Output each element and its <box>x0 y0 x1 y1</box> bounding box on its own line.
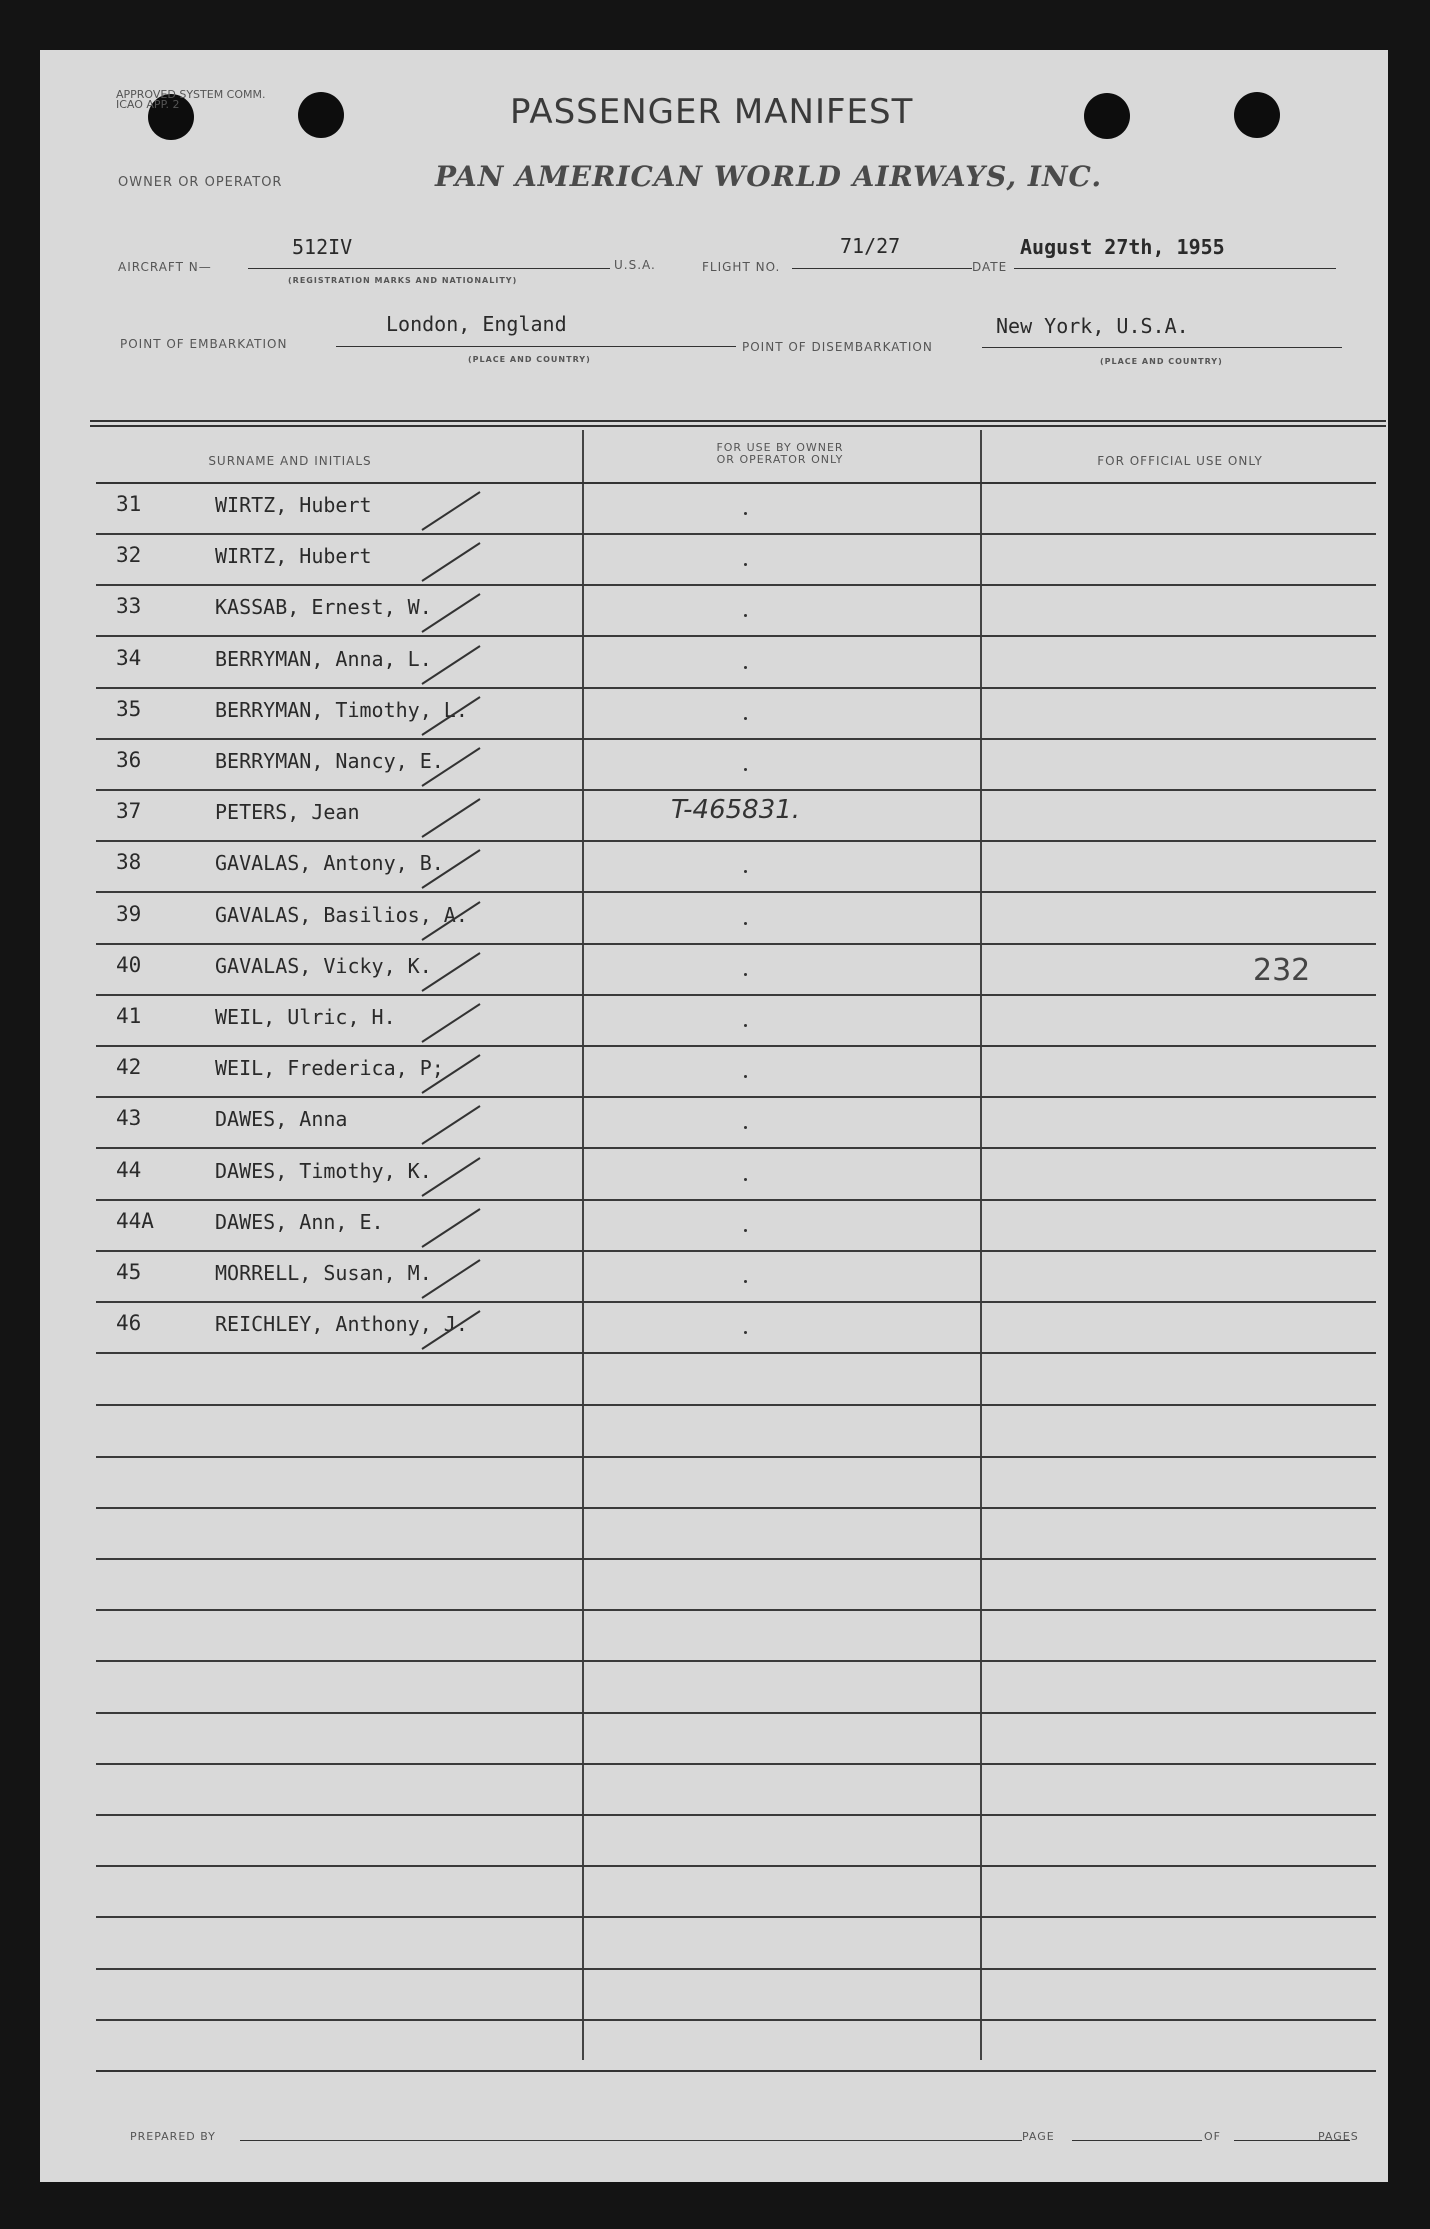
passenger-number: 40 <box>116 952 142 977</box>
prepared-by-label: PREPARED BY <box>130 2130 216 2143</box>
page-underline <box>1072 2140 1202 2141</box>
passenger-number: 31 <box>116 492 142 516</box>
passenger-name: WEIL, Frederica, P; <box>215 1056 444 1081</box>
check-mark-icon <box>416 642 486 688</box>
passenger-name: DAWES, Ann, E. <box>215 1209 384 1234</box>
passenger-name: PETERS, Jean <box>215 800 360 825</box>
passenger-row <box>96 894 1376 945</box>
passenger-name: DAWES, Anna <box>215 1107 348 1132</box>
passenger-number: 38 <box>116 850 142 875</box>
owner-use-column-header <box>640 442 920 466</box>
flight-underline <box>792 268 972 269</box>
of-label: OF <box>1204 2130 1221 2143</box>
page-label: PAGE <box>1022 2130 1055 2143</box>
check-mark-icon <box>416 488 486 534</box>
disembarkation-label: POINT OF DISEMBARKATION <box>742 340 933 354</box>
official-column-header: FOR OFFICIAL USE ONLY <box>1097 454 1263 468</box>
usa-label: U.S.A. <box>614 258 656 272</box>
passenger-row <box>96 1303 1376 1354</box>
owner-label: OWNER OR OPERATOR <box>118 175 283 190</box>
passenger-number: 36 <box>116 748 142 772</box>
passenger-name: BERRYMAN, Anna, L. <box>215 646 432 671</box>
passenger-name: BERRYMAN, Nancy, E. <box>215 749 444 773</box>
check-mark-icon <box>416 846 486 892</box>
aircraft-label: AIRCRAFT N— <box>118 260 212 274</box>
embarkation-caption: (PLACE AND COUNTRY) <box>468 355 591 364</box>
owner-use-header-line1: FOR USE BY OWNER <box>716 441 844 454</box>
flight-value: 71/27 <box>840 234 901 258</box>
check-mark-icon <box>416 590 486 636</box>
pencil-mark <box>744 870 747 873</box>
passenger-row <box>96 1047 1376 1098</box>
aircraft-underline <box>248 268 610 269</box>
owner-note: T-465831. <box>671 795 801 826</box>
passenger-row <box>96 842 1376 893</box>
check-mark-icon <box>416 1307 486 1353</box>
passenger-name: GAVALAS, Vicky, K. <box>215 953 432 978</box>
passenger-name: WIRTZ, Hubert <box>215 544 372 569</box>
punch-hole <box>1084 93 1130 139</box>
passenger-row <box>96 535 1376 586</box>
pencil-mark <box>744 1280 747 1283</box>
pencil-mark <box>744 1024 747 1027</box>
passenger-row <box>96 740 1376 791</box>
empty-row-rule <box>96 1507 1376 1509</box>
passenger-name: GAVALAS, Antony, B. <box>215 851 444 876</box>
pencil-mark <box>744 666 747 669</box>
check-mark-icon <box>416 539 486 585</box>
disembarkation-caption: (PLACE AND COUNTRY) <box>1100 357 1223 366</box>
surname-column-header: SURNAME AND INITIALS <box>208 454 372 468</box>
passenger-name: WIRTZ, Hubert <box>215 493 372 517</box>
passenger-name: BERRYMAN, Timothy, L. <box>215 697 468 722</box>
passenger-number: 32 <box>116 543 142 568</box>
passenger-row <box>96 638 1376 689</box>
check-mark-icon <box>416 1000 486 1046</box>
pages-label: PAGES <box>1318 2130 1359 2143</box>
page-title: PASSENGER MANIFEST <box>510 92 914 132</box>
check-mark-icon <box>416 1102 486 1148</box>
embarkation-value: London, England <box>386 312 567 336</box>
passenger-number: 41 <box>116 1004 142 1028</box>
check-mark-icon <box>416 744 486 790</box>
empty-row-rule <box>96 1404 1376 1406</box>
passenger-number: 42 <box>116 1055 142 1080</box>
pencil-mark <box>744 717 747 720</box>
passenger-row <box>96 586 1376 637</box>
pencil-mark <box>744 614 747 617</box>
passenger-number: 34 <box>116 645 142 670</box>
pencil-mark <box>744 973 747 976</box>
approval-stamp: APPROVED SYSTEM COMM. ICAO APP. 2 <box>116 88 266 111</box>
pencil-mark <box>744 1178 747 1181</box>
passenger-row <box>96 689 1376 740</box>
passenger-name: REICHLEY, Anthony, J. <box>215 1312 468 1337</box>
passenger-name: MORRELL, Susan, M. <box>215 1261 432 1285</box>
empty-row-rule <box>96 1865 1376 1867</box>
empty-row-rule <box>96 1916 1376 1918</box>
table-top-rule <box>90 425 1386 427</box>
empty-row-rule <box>96 1609 1376 1611</box>
passenger-name: GAVALAS, Basilios, A. <box>215 902 468 927</box>
check-mark-icon <box>416 693 486 739</box>
pencil-mark <box>744 1331 747 1334</box>
row-rule <box>96 1352 1376 1354</box>
passenger-row <box>96 1098 1376 1149</box>
check-mark-icon <box>416 1154 486 1200</box>
passenger-number: 44A <box>116 1208 154 1233</box>
passenger-row <box>96 945 1376 996</box>
empty-row-rule <box>96 1660 1376 1662</box>
passenger-name: WEIL, Ulric, H. <box>215 1005 396 1029</box>
passenger-number: 33 <box>116 594 142 619</box>
check-mark-icon <box>416 949 486 995</box>
passenger-name: KASSAB, Ernest, W. <box>215 595 432 620</box>
date-underline <box>1014 268 1336 269</box>
passenger-row <box>96 1201 1376 1252</box>
passenger-number: 46 <box>116 1311 142 1336</box>
passenger-number: 39 <box>116 901 142 926</box>
airline-name: PAN AMERICAN WORLD AIRWAYS, INC. <box>435 160 1103 193</box>
flight-label: FLIGHT NO. <box>702 260 781 274</box>
empty-row-rule <box>96 1814 1376 1816</box>
passenger-number: 43 <box>116 1106 142 1131</box>
check-mark-icon <box>416 795 486 841</box>
prepared-by-underline <box>240 2140 1022 2141</box>
empty-row-rule <box>96 1968 1376 1970</box>
passenger-number: 44 <box>116 1157 142 1182</box>
registration-caption: (REGISTRATION MARKS AND NATIONALITY) <box>288 276 518 285</box>
punch-hole <box>1234 92 1280 138</box>
embarkation-underline <box>336 346 736 347</box>
passenger-row <box>96 1150 1376 1201</box>
official-note: 232 <box>1253 952 1311 988</box>
empty-row-rule <box>96 1712 1376 1714</box>
passenger-name: DAWES, Timothy, K. <box>215 1158 432 1183</box>
check-mark-icon <box>416 1256 486 1302</box>
check-mark-icon <box>416 1051 486 1097</box>
date-label: DATE <box>972 260 1008 274</box>
pencil-mark <box>744 768 747 771</box>
pencil-mark <box>744 1126 747 1129</box>
empty-row-rule <box>96 1558 1376 1560</box>
pencil-mark <box>744 512 747 515</box>
aircraft-value: 512IV <box>292 235 353 259</box>
table-top-rule <box>90 420 1386 422</box>
empty-row-rule <box>96 2019 1376 2021</box>
pencil-mark <box>744 563 747 566</box>
check-mark-icon <box>416 1205 486 1251</box>
passenger-number: 37 <box>116 799 142 824</box>
pencil-mark <box>744 922 747 925</box>
pencil-mark <box>744 1075 747 1078</box>
punch-hole <box>298 92 344 138</box>
passenger-row <box>96 484 1376 535</box>
owner-use-header-line2: OR OPERATOR ONLY <box>716 453 844 466</box>
disembarkation-underline <box>982 347 1342 348</box>
empty-row-rule <box>96 1456 1376 1458</box>
embarkation-label: POINT OF EMBARKATION <box>120 337 288 351</box>
check-mark-icon <box>416 898 486 944</box>
table-bottom-rule <box>96 2070 1376 2072</box>
empty-row-rule <box>96 1763 1376 1765</box>
date-value: August 27th, 1955 <box>1020 235 1225 259</box>
passenger-row <box>96 996 1376 1047</box>
passenger-row <box>96 791 1376 842</box>
pencil-mark <box>744 1229 747 1232</box>
passenger-number: 35 <box>116 696 142 721</box>
disembarkation-value: New York, U.S.A. <box>996 314 1189 338</box>
passenger-number: 45 <box>116 1260 142 1284</box>
passenger-row <box>96 1252 1376 1303</box>
manifest-sheet <box>40 50 1388 2182</box>
